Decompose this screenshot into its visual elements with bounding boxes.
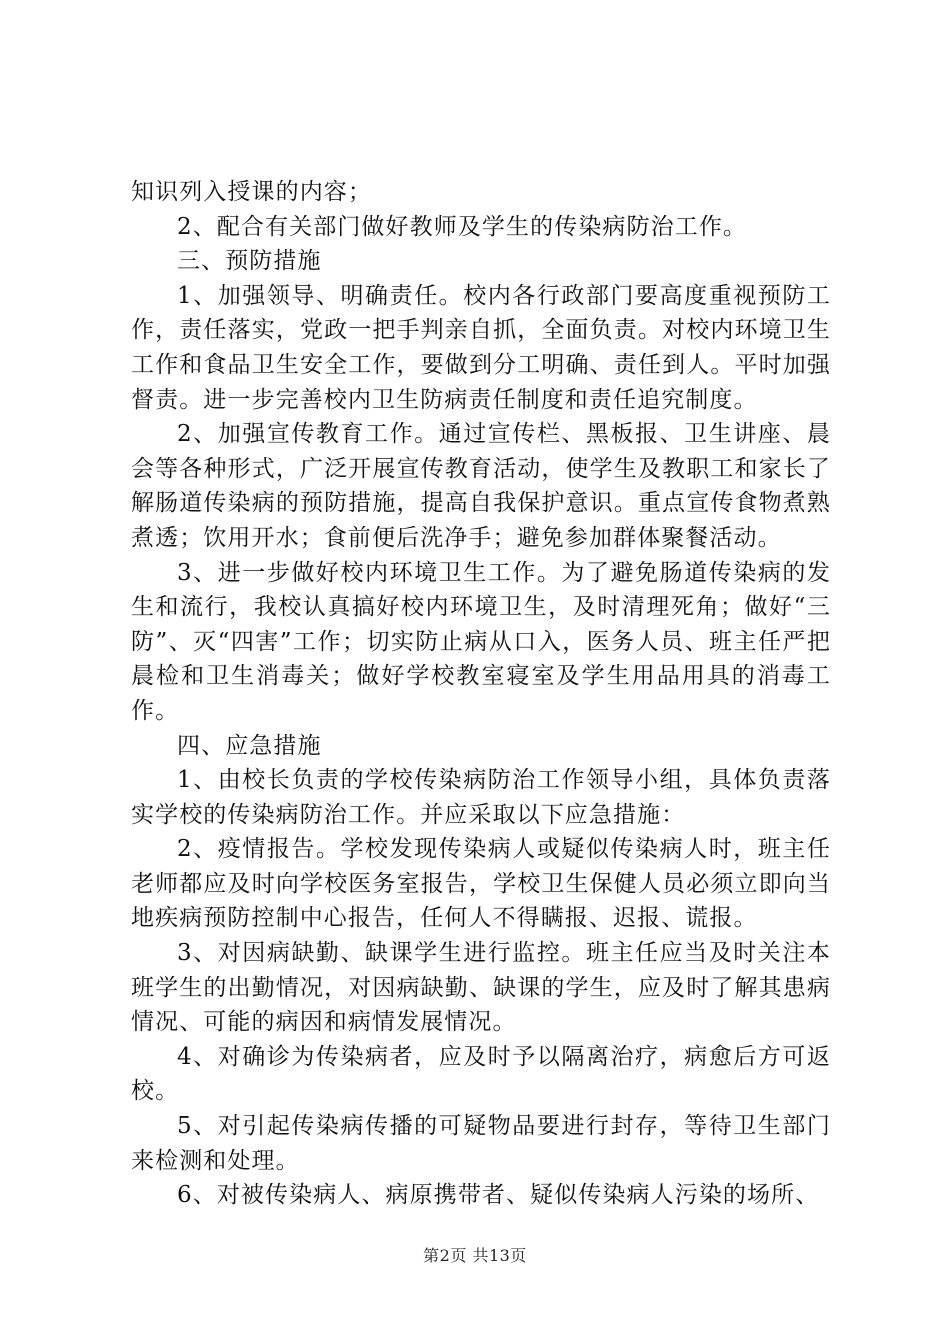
paragraph-1: 知识列入授课的内容； [131,179,372,205]
paragraph-6: 3、进一步做好校内环境卫生工作。为了避免肠道传染病的发生和流行，我校认真搞好校内环境卫生，及时清理死角；做好“三防”、灭“四害”工作；切实防止病从口入，医务人员、班主任严把晨检和卫生消毒关；做好学校教室寝室及学生用品用具的消毒工作。 [131,559,831,724]
section-heading-3: 三、预防措施 [177,248,322,275]
section-heading-4: 四、应急措施 [177,732,322,759]
paragraph-13: 6、对被传染病人、病原携带者、疑似传染病人污染的场所、 [177,1182,820,1209]
page-footer: 第2页 共13页 [423,1246,527,1265]
paragraph-10: 3、对因病缺勤、缺课学生进行监控。班主任应当及时关注本班学生的出勤情况，对因病缺勤、缺课的学生，应及时了解其患病情况、可能的病因和病情发展情况。 [131,940,831,1036]
paragraph-5: 2、加强宣传教育工作。通过宣传栏、黑板报、卫生讲座、晨会等各种形式，广泛开展宣传教育活动，使学生及教职工和家长了解肠道传染病的预防措施，提高自我保护意识。重点宣传食物煮熟煮透；饮用开水；食前便后洗净手；避免参加群体聚餐活动。 [131,421,831,551]
paragraph-12: 5、对引起传染病传播的可疑物品要进行封存，等待卫生部门来检测和处理。 [131,1113,831,1174]
paragraph-11: 4、对确诊为传染病者，应及时予以隔离治疗，病愈后方可返校。 [131,1043,831,1105]
paragraph-9: 2、疫情报告。学校发现传染病人或疑似传染病人时，班主任老师都应及时向学校医务室报告，学校卫生保健人员必须立即向当地疾病预防控制中心报告，任何人不得瞒报、迟报、谎报。 [131,836,831,932]
paragraph-8: 1、由校长负责的学校传染病防治工作领导小组，具体负责落实学校的传染病防治工作。并应采取以下应急措施： [131,767,831,828]
document-body [131,175,831,1213]
paragraph-2: 2、配合有关部门做好教师及学生的传染病防治工作。 [177,213,748,240]
paragraph-4: 1、加强领导、明确责任。校内各行政部门要高度重视预防工作，责任落实，党政一把手判亲自抓，全面负责。对校内环境卫生工作和食品卫生安全工作，要做到分工明确、责任到人。平时加强督责。进一步完善校内卫生防病责任制度和责任追究制度。 [131,282,831,413]
